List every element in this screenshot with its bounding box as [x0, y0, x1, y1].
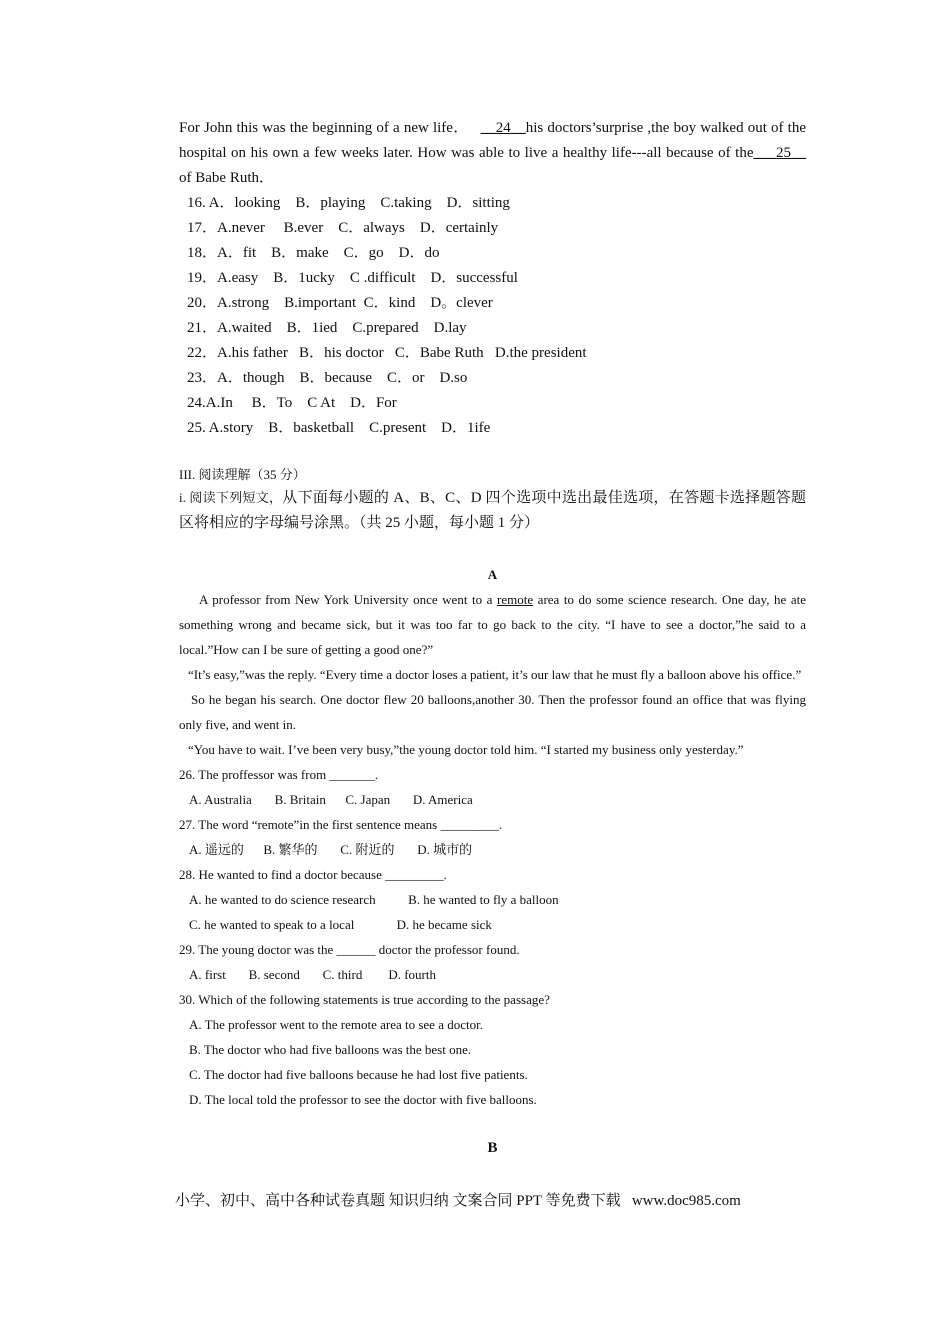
cloze-text-3: of Babe Ruth．: [179, 170, 274, 186]
question-choices: A. Australia B. Britain C. Japan D. America: [189, 792, 473, 807]
cloze-option-25: 25. A.story B．basketball C.present D．1ife: [187, 420, 491, 436]
passage-b-title: B: [487, 1140, 498, 1156]
question-stem: 30. Which of the following statements is true according to the passage?: [179, 992, 550, 1007]
cloze-passage-ending: [179, 116, 806, 191]
section-heading: III. 阅读理解（35 分）: [179, 467, 306, 482]
question-stem: 29. The young doctor was the ______ doctor the professor found.: [179, 942, 520, 957]
question-choice-a: A. The professor went to the remote area to see a doctor.: [189, 1017, 483, 1032]
question-28: [179, 862, 806, 937]
cloze-option-18: 18．A．fit B．make C．go D．do: [187, 245, 440, 261]
cloze-option-19: 19．A.easy B．1ucky C .difficult D．successful: [187, 270, 518, 286]
paragraph-1-end: area to do some science research. One day, he ate something wrong and became sick, but it was too far to go back to the city. “I have to see a doctor,”he said to a local.”How can I be sure of getting a good one?”: [179, 592, 806, 657]
cloze-text-2: his doctors’surprise ,the boy walked out of the hospital on his own a few weeks later. How was able to live a healthy life---all because of the: [179, 120, 807, 161]
cloze-blank-24: __24__: [480, 120, 526, 136]
cloze-option-21: 21．A.waited B．1ied C.prepared D.lay: [187, 320, 467, 336]
question-choices: A. first B. second C. third D. fourth: [189, 967, 436, 982]
question-29: [179, 937, 806, 987]
passage-a-paragraph-2: “It’s easy,”was the reply. “Every time a doctor loses a patient, it’s our law that he must fly a balloon above his office.”: [188, 667, 802, 682]
instructions-lead: i. 阅读下列短文，: [179, 490, 283, 505]
cloze-blank-25: ___25__: [753, 145, 806, 161]
cloze-option-23: 23．A．though B．because C．or D.so: [187, 370, 468, 386]
cloze-option-22: 22．A.his father B．his doctor C．Babe Ruth D.the president: [187, 345, 587, 361]
question-choice-d: D. The local told the professor to see the doctor with five balloons.: [189, 1092, 537, 1107]
passage-a-paragraph-3: So he began his search. One doctor flew 20 balloons,another 30. Then the professor found an office that was flying only five, and went in.: [179, 692, 806, 732]
instructions-body: 从下面每小题的 A、B、C、D 四个选项中选出最佳选项，在答题卡选择题答题区将相应的字母编号涂黑。（共 25 小题，每小题 1 分）: [179, 490, 806, 531]
passage-a-paragraph-4: “You have to wait. I’ve been very busy,”the young doctor told him. “I started my business only yesterday.”: [188, 742, 744, 757]
question-27: [179, 812, 806, 862]
passage-a-title: A: [487, 567, 498, 582]
question-choice-b: B. The doctor who had five balloons was the best one.: [189, 1042, 472, 1057]
question-stem: 26. The proffessor was from _______.: [179, 767, 379, 782]
question-choices: A. 遥远的 B. 繁华的 C. 附近的 D. 城市的: [189, 842, 473, 857]
cloze-option-17: 17．A.never B.ever C．always D．certainly: [187, 220, 499, 236]
question-choices: A. he wanted to do science research B. he wanted to fly a balloon: [189, 892, 559, 907]
section-instructions: [179, 485, 806, 536]
exam-page: [179, 116, 806, 1161]
cloze-option-16: 16. A．looking B．playing C.taking D．sitting: [187, 195, 510, 211]
question-choice-c: C. The doctor had five balloons because he had lost five patients.: [189, 1067, 528, 1082]
page-footer: 小学、初中、高中各种试卷真题 知识归纳 文案合同 PPT 等免费下载 www.doc985.com: [175, 1193, 741, 1209]
question-choices: C. he wanted to speak to a local D. he became sick: [189, 917, 492, 932]
question-30: [179, 987, 806, 1112]
cloze-option-20: 20．A.strong B.important C．kind D。clever: [187, 295, 493, 311]
underlined-word-remote: remote: [497, 592, 534, 607]
question-26: [179, 762, 806, 812]
cloze-options-list: [179, 191, 806, 441]
cloze-option-24: 24.A.In B．To C At D．For: [187, 395, 397, 411]
question-stem: 27. The word “remote”in the first sentence means _________.: [179, 817, 503, 832]
passage-a-paragraph-1: [179, 587, 806, 662]
question-stem: 28. He wanted to find a doctor because _________.: [179, 867, 447, 882]
paragraph-1-start: A professor from New York University once went to a: [199, 592, 498, 607]
cloze-text-1: For John this was the beginning of a new life．: [179, 120, 469, 136]
